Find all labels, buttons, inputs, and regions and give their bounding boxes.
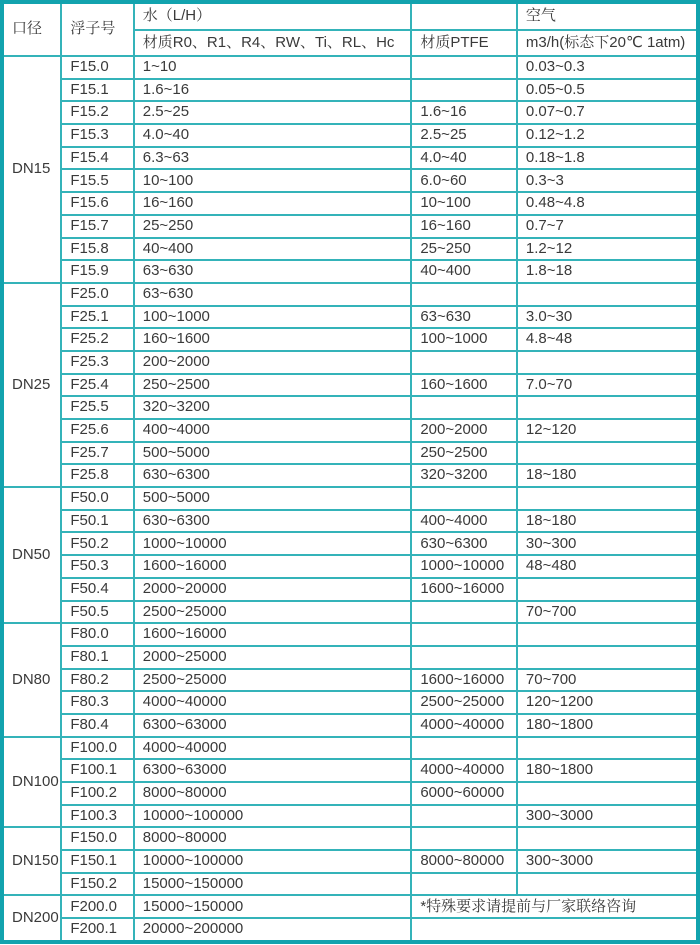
water-range-cell: 4.0~40 [134,124,412,147]
table-row [2,737,698,760]
ptfe-range-cell: 10~100 [411,192,517,215]
water-range-cell: 320~3200 [134,396,412,419]
table-row [2,714,698,737]
table-row [2,124,698,147]
table-row [2,101,698,124]
water-range-cell: 100~1000 [134,306,412,329]
air-range-cell: 4.8~48 [517,328,698,351]
air-range-cell: 1.2~12 [517,238,698,261]
water-range-cell: 2.5~25 [134,101,412,124]
float-no-cell: F15.3 [61,124,133,147]
float-no-cell: F50.0 [61,487,133,510]
table-row [2,419,698,442]
air-range-cell: 18~180 [517,464,698,487]
air-range-cell: 1.8~18 [517,260,698,283]
table-row [2,56,698,79]
ptfe-range-cell [411,805,517,828]
ptfe-range-cell: 8000~80000 [411,850,517,873]
float-no-cell: F25.4 [61,374,133,397]
table-row [2,578,698,601]
air-range-cell: 7.0~70 [517,374,698,397]
ptfe-range-cell: 16~160 [411,215,517,238]
air-range-cell: 70~700 [517,669,698,692]
float-no-cell: F50.2 [61,532,133,555]
float-no-cell: F25.6 [61,419,133,442]
ptfe-range-cell [411,646,517,669]
air-range-cell [517,827,698,850]
table-row [2,306,698,329]
table-row [2,374,698,397]
ptfe-range-cell: 4000~40000 [411,759,517,782]
water-range-cell: 15000~150000 [134,895,412,918]
ptfe-range-cell [411,623,517,646]
ptfe-range-cell: 2.5~25 [411,124,517,147]
ptfe-range-cell: 6000~60000 [411,782,517,805]
ptfe-range-cell: 250~2500 [411,442,517,465]
water-range-cell: 63~630 [134,283,412,306]
air-range-cell [517,646,698,669]
float-no-cell: F100.2 [61,782,133,805]
float-no-cell: F150.0 [61,827,133,850]
float-no-cell: F80.1 [61,646,133,669]
air-range-cell: 0.48~4.8 [517,192,698,215]
float-no-cell: F25.1 [61,306,133,329]
ptfe-range-cell: 1600~16000 [411,669,517,692]
header-diameter: 口径 [2,2,61,56]
float-no-cell: F15.1 [61,79,133,102]
float-no-cell: F15.0 [61,56,133,79]
diameter-cell: DN15 [2,56,61,283]
ptfe-range-cell [411,396,517,419]
ptfe-range-cell: 400~4000 [411,510,517,533]
air-range-cell: 0.18~1.8 [517,147,698,170]
header-water-materials: 材质R0、R1、R4、RW、Ti、RL、Hc [134,30,412,57]
table-row [2,782,698,805]
table-row [2,192,698,215]
header-row-1 [2,2,698,30]
float-no-cell: F15.2 [61,101,133,124]
table-row [2,260,698,283]
air-range-cell: 0.05~0.5 [517,79,698,102]
air-range-cell: 0.7~7 [517,215,698,238]
water-range-cell: 1000~10000 [134,532,412,555]
float-no-cell: F15.8 [61,238,133,261]
header-water-spacer [411,2,517,30]
float-no-cell: F80.0 [61,623,133,646]
table-row [2,169,698,192]
float-no-cell: F150.2 [61,873,133,896]
water-range-cell: 63~630 [134,260,412,283]
water-range-cell: 10000~100000 [134,805,412,828]
table-row [2,238,698,261]
ptfe-range-cell [411,873,517,896]
float-no-cell: F15.4 [61,147,133,170]
water-range-cell: 400~4000 [134,419,412,442]
air-range-cell [517,737,698,760]
air-range-cell: 0.03~0.3 [517,56,698,79]
float-no-cell: F25.2 [61,328,133,351]
water-range-cell: 15000~150000 [134,873,412,896]
water-range-cell: 2500~25000 [134,669,412,692]
header-water: 水（L/H） [134,2,412,30]
float-no-cell: F200.1 [61,918,133,942]
water-range-cell: 6300~63000 [134,759,412,782]
float-no-cell: F50.4 [61,578,133,601]
water-range-cell: 250~2500 [134,374,412,397]
water-range-cell: 8000~80000 [134,782,412,805]
float-no-cell: F200.0 [61,895,133,918]
ptfe-range-cell: 4000~40000 [411,714,517,737]
ptfe-range-cell [411,56,517,79]
air-range-cell [517,396,698,419]
ptfe-range-cell: 25~250 [411,238,517,261]
float-no-cell: F50.1 [61,510,133,533]
table-row [2,601,698,624]
water-range-cell: 10000~100000 [134,850,412,873]
water-range-cell: 1.6~16 [134,79,412,102]
ptfe-range-cell: 320~3200 [411,464,517,487]
ptfe-range-cell [411,283,517,306]
water-range-cell: 20000~200000 [134,918,412,942]
header-float-no: 浮子号 [61,2,133,56]
note-cell [411,918,698,942]
air-range-cell [517,782,698,805]
air-range-cell: 180~1800 [517,714,698,737]
table-row [2,691,698,714]
air-range-cell [517,351,698,374]
ptfe-range-cell [411,601,517,624]
air-range-cell: 180~1800 [517,759,698,782]
ptfe-range-cell: 100~1000 [411,328,517,351]
table-row [2,215,698,238]
water-range-cell: 500~5000 [134,442,412,465]
air-range-cell [517,283,698,306]
ptfe-range-cell: 1000~10000 [411,555,517,578]
float-no-cell: F25.0 [61,283,133,306]
ptfe-range-cell: 2500~25000 [411,691,517,714]
ptfe-range-cell: 63~630 [411,306,517,329]
air-range-cell: 120~1200 [517,691,698,714]
float-no-cell: F80.3 [61,691,133,714]
water-range-cell: 630~6300 [134,510,412,533]
table-row [2,669,698,692]
ptfe-range-cell [411,827,517,850]
float-no-cell: F80.4 [61,714,133,737]
float-no-cell: F150.1 [61,850,133,873]
diameter-cell: DN80 [2,623,61,736]
air-range-cell: 48~480 [517,555,698,578]
diameter-cell: DN150 [2,827,61,895]
ptfe-range-cell [411,79,517,102]
table-row [2,464,698,487]
water-range-cell: 25~250 [134,215,412,238]
air-range-cell [517,487,698,510]
table-row [2,805,698,828]
table-row [2,873,698,896]
table-row [2,759,698,782]
table-row [2,918,698,942]
header-ptfe: 材质PTFE [411,30,517,57]
air-range-cell: 70~700 [517,601,698,624]
water-range-cell: 10~100 [134,169,412,192]
water-range-cell: 2500~25000 [134,601,412,624]
water-range-cell: 2000~25000 [134,646,412,669]
ptfe-range-cell: 1600~16000 [411,578,517,601]
diameter-cell: DN25 [2,283,61,487]
water-range-cell: 40~400 [134,238,412,261]
ptfe-range-cell [411,487,517,510]
table-body [2,56,698,942]
air-range-cell [517,442,698,465]
ptfe-range-cell: 40~400 [411,260,517,283]
water-range-cell: 1600~16000 [134,555,412,578]
air-range-cell [517,623,698,646]
float-no-cell: F15.7 [61,215,133,238]
float-no-cell: F100.3 [61,805,133,828]
air-range-cell: 300~3000 [517,850,698,873]
air-range-cell: 300~3000 [517,805,698,828]
air-range-cell: 3.0~30 [517,306,698,329]
float-no-cell: F25.8 [61,464,133,487]
ptfe-range-cell: 630~6300 [411,532,517,555]
water-range-cell: 2000~20000 [134,578,412,601]
float-no-cell: F15.6 [61,192,133,215]
table-header [2,2,698,56]
float-no-cell: F15.5 [61,169,133,192]
float-no-cell: F25.5 [61,396,133,419]
header-air: 空气 [517,2,698,30]
float-no-cell: F25.7 [61,442,133,465]
float-no-cell: F80.2 [61,669,133,692]
diameter-cell: DN200 [2,895,61,941]
table-row [2,850,698,873]
water-range-cell: 4000~40000 [134,737,412,760]
air-range-cell: 18~180 [517,510,698,533]
air-range-cell: 0.3~3 [517,169,698,192]
float-no-cell: F50.5 [61,601,133,624]
water-range-cell: 630~6300 [134,464,412,487]
float-no-cell: F100.0 [61,737,133,760]
air-range-cell: 0.07~0.7 [517,101,698,124]
water-range-cell: 500~5000 [134,487,412,510]
table-row [2,328,698,351]
table-row [2,79,698,102]
air-range-cell: 0.12~1.2 [517,124,698,147]
water-range-cell: 16~160 [134,192,412,215]
table-row [2,396,698,419]
table-row [2,442,698,465]
table-row [2,283,698,306]
diameter-cell: DN50 [2,487,61,623]
table-row [2,510,698,533]
water-range-cell: 200~2000 [134,351,412,374]
table-row [2,487,698,510]
water-range-cell: 4000~40000 [134,691,412,714]
ptfe-range-cell [411,351,517,374]
ptfe-range-cell: 4.0~40 [411,147,517,170]
water-range-cell: 1~10 [134,56,412,79]
note-cell: *特殊要求请提前与厂家联络咨询 [411,895,698,918]
table-row [2,827,698,850]
float-no-cell: F100.1 [61,759,133,782]
water-range-cell: 160~1600 [134,328,412,351]
ptfe-range-cell: 200~2000 [411,419,517,442]
float-no-cell: F50.3 [61,555,133,578]
diameter-cell: DN100 [2,737,61,828]
air-range-cell: 30~300 [517,532,698,555]
table-row [2,351,698,374]
table-row [2,555,698,578]
water-range-cell: 1600~16000 [134,623,412,646]
ptfe-range-cell: 160~1600 [411,374,517,397]
air-range-cell: 12~120 [517,419,698,442]
table-row [2,532,698,555]
table-row [2,623,698,646]
water-range-cell: 6300~63000 [134,714,412,737]
ptfe-range-cell [411,737,517,760]
table-row [2,646,698,669]
ptfe-range-cell: 1.6~16 [411,101,517,124]
water-range-cell: 8000~80000 [134,827,412,850]
table-row [2,895,698,918]
float-no-cell: F15.9 [61,260,133,283]
header-air-unit: m3/h(标态下20℃ 1atm) [517,30,698,57]
float-no-cell: F25.3 [61,351,133,374]
water-range-cell: 6.3~63 [134,147,412,170]
table-row [2,147,698,170]
air-range-cell [517,873,698,896]
ptfe-range-cell: 6.0~60 [411,169,517,192]
air-range-cell [517,578,698,601]
